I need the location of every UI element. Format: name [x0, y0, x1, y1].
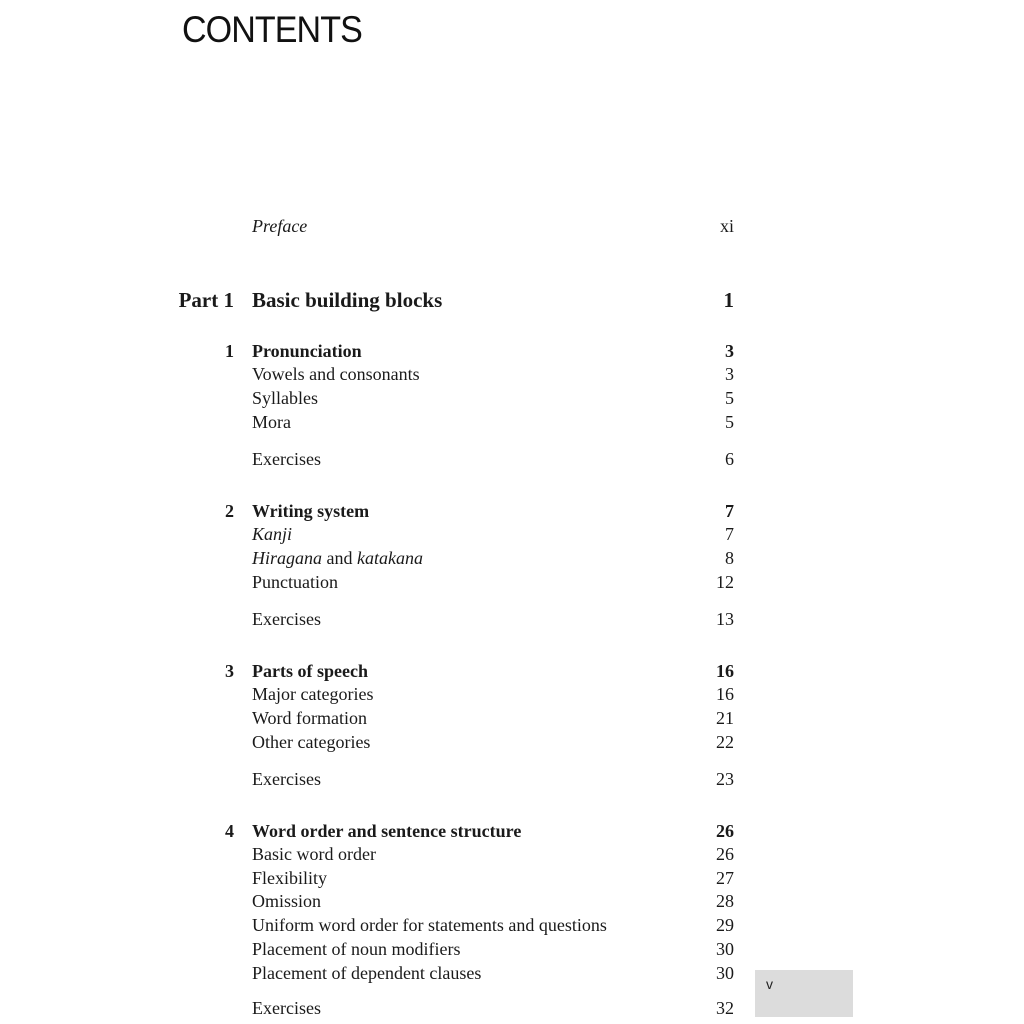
- toc-part-number: Part 1: [178, 288, 234, 312]
- toc-exercises-title: Exercises: [252, 609, 321, 629]
- toc-exercises-page: 23: [716, 769, 734, 789]
- toc-section-page: 7: [725, 524, 734, 544]
- toc-section-page: 21: [716, 708, 734, 728]
- toc-section-title: Mora: [252, 412, 291, 432]
- toc-exercises[interactable]: [0, 998, 1024, 1022]
- toc-exercises[interactable]: [0, 609, 1024, 633]
- toc-section-title: Major categories: [252, 684, 374, 704]
- page-number: v: [766, 976, 773, 992]
- toc-part-1[interactable]: [0, 288, 1024, 312]
- toc-exercises[interactable]: [0, 449, 1024, 473]
- toc-section-title: Flexibility: [252, 868, 328, 888]
- toc-section[interactable]: [0, 548, 1024, 572]
- toc-section-title: Vowels and consonants: [252, 364, 420, 384]
- toc-section-page: 5: [725, 412, 734, 432]
- toc-section[interactable]: [0, 844, 1024, 868]
- toc-exercises-title: Exercises: [252, 769, 321, 789]
- toc-exercises[interactable]: [0, 769, 1024, 793]
- toc-section-page: 30: [716, 963, 734, 983]
- toc-section-title: Punctuation: [252, 572, 338, 592]
- toc-exercises-page: 32: [716, 998, 734, 1018]
- toc-section[interactable]: [0, 524, 1024, 548]
- toc-section[interactable]: [0, 364, 1024, 388]
- toc-entry-page: xi: [719, 216, 734, 236]
- toc-chapter-3[interactable]: [0, 661, 1024, 685]
- toc-section-title: Placement of dependent clauses: [252, 963, 482, 983]
- toc-entry-preface[interactable]: [0, 216, 1024, 240]
- toc-chapter-4[interactable]: [0, 821, 1024, 845]
- toc-chapter-page: 26: [716, 821, 734, 841]
- toc-chapter-1[interactable]: [0, 341, 1024, 365]
- toc-section[interactable]: [0, 891, 1024, 915]
- toc-section[interactable]: [0, 963, 1024, 987]
- toc-section[interactable]: [0, 939, 1024, 963]
- toc-section-page: 27: [716, 868, 734, 888]
- toc-section-title: Kanji: [252, 524, 293, 544]
- toc-exercises-title: Exercises: [252, 449, 321, 469]
- toc-section-title-part: and: [322, 548, 358, 568]
- toc-exercises-title: Exercises: [252, 998, 321, 1018]
- page-heading: CONTENTS: [182, 9, 362, 50]
- toc-section-title: [252, 548, 423, 569]
- toc-section[interactable]: [0, 708, 1024, 732]
- toc-section[interactable]: [0, 572, 1024, 596]
- toc-chapter-title: Word order and sentence structure: [252, 821, 522, 841]
- toc-section-page: 26: [716, 844, 734, 864]
- toc-section-page: 5: [725, 388, 734, 408]
- toc-section[interactable]: [0, 868, 1024, 892]
- toc-section-title-part: Hiragana: [252, 548, 323, 568]
- toc-section-page: 22: [716, 732, 734, 752]
- toc-chapter-page: 3: [725, 341, 734, 361]
- toc-section-page: 8: [725, 548, 734, 568]
- toc-section-title: Placement of noun modifiers: [252, 939, 461, 959]
- toc-section-page: 16: [716, 684, 734, 704]
- toc-section[interactable]: [0, 412, 1024, 436]
- toc-exercises-page: 6: [725, 449, 734, 469]
- toc-section-title: Basic word order: [252, 844, 376, 864]
- toc-section-page: 28: [716, 891, 734, 911]
- toc-section-title: Uniform word order for statements and questions: [252, 915, 607, 935]
- toc-chapter-title: Pronunciation: [252, 341, 362, 361]
- toc-entry-title: Preface: [252, 216, 308, 236]
- toc-part-title: Basic building blocks: [252, 288, 443, 312]
- toc-section-page: 30: [716, 939, 734, 959]
- toc-chapter-title: Writing system: [252, 501, 370, 521]
- toc-exercises-page: 13: [716, 609, 734, 629]
- toc-chapter-page: 16: [716, 661, 734, 681]
- toc-section[interactable]: [0, 684, 1024, 708]
- toc-section[interactable]: [0, 388, 1024, 412]
- toc-section-title: Omission: [252, 891, 322, 911]
- toc-section-page: 3: [725, 364, 734, 384]
- toc-section[interactable]: [0, 732, 1024, 756]
- toc-chapter-number: 2: [225, 501, 234, 521]
- toc-part-page: 1: [723, 288, 734, 312]
- page-number-tab: [755, 970, 853, 1017]
- toc-section-title: Other categories: [252, 732, 371, 752]
- toc-chapter-title: Parts of speech: [252, 661, 368, 681]
- toc-chapter-page: 7: [725, 501, 734, 521]
- toc-chapter-number: 1: [225, 341, 234, 361]
- toc-section-title: Syllables: [252, 388, 318, 408]
- toc-section[interactable]: [0, 915, 1024, 939]
- toc-chapter-2[interactable]: [0, 501, 1024, 525]
- toc-chapter-number: 4: [225, 821, 234, 841]
- toc-section-title-part: katakana: [357, 548, 423, 568]
- toc-section-page: 29: [716, 915, 734, 935]
- toc-section-page: 12: [716, 572, 734, 592]
- toc-chapter-number: 3: [225, 661, 234, 681]
- toc-section-title: Word formation: [252, 708, 368, 728]
